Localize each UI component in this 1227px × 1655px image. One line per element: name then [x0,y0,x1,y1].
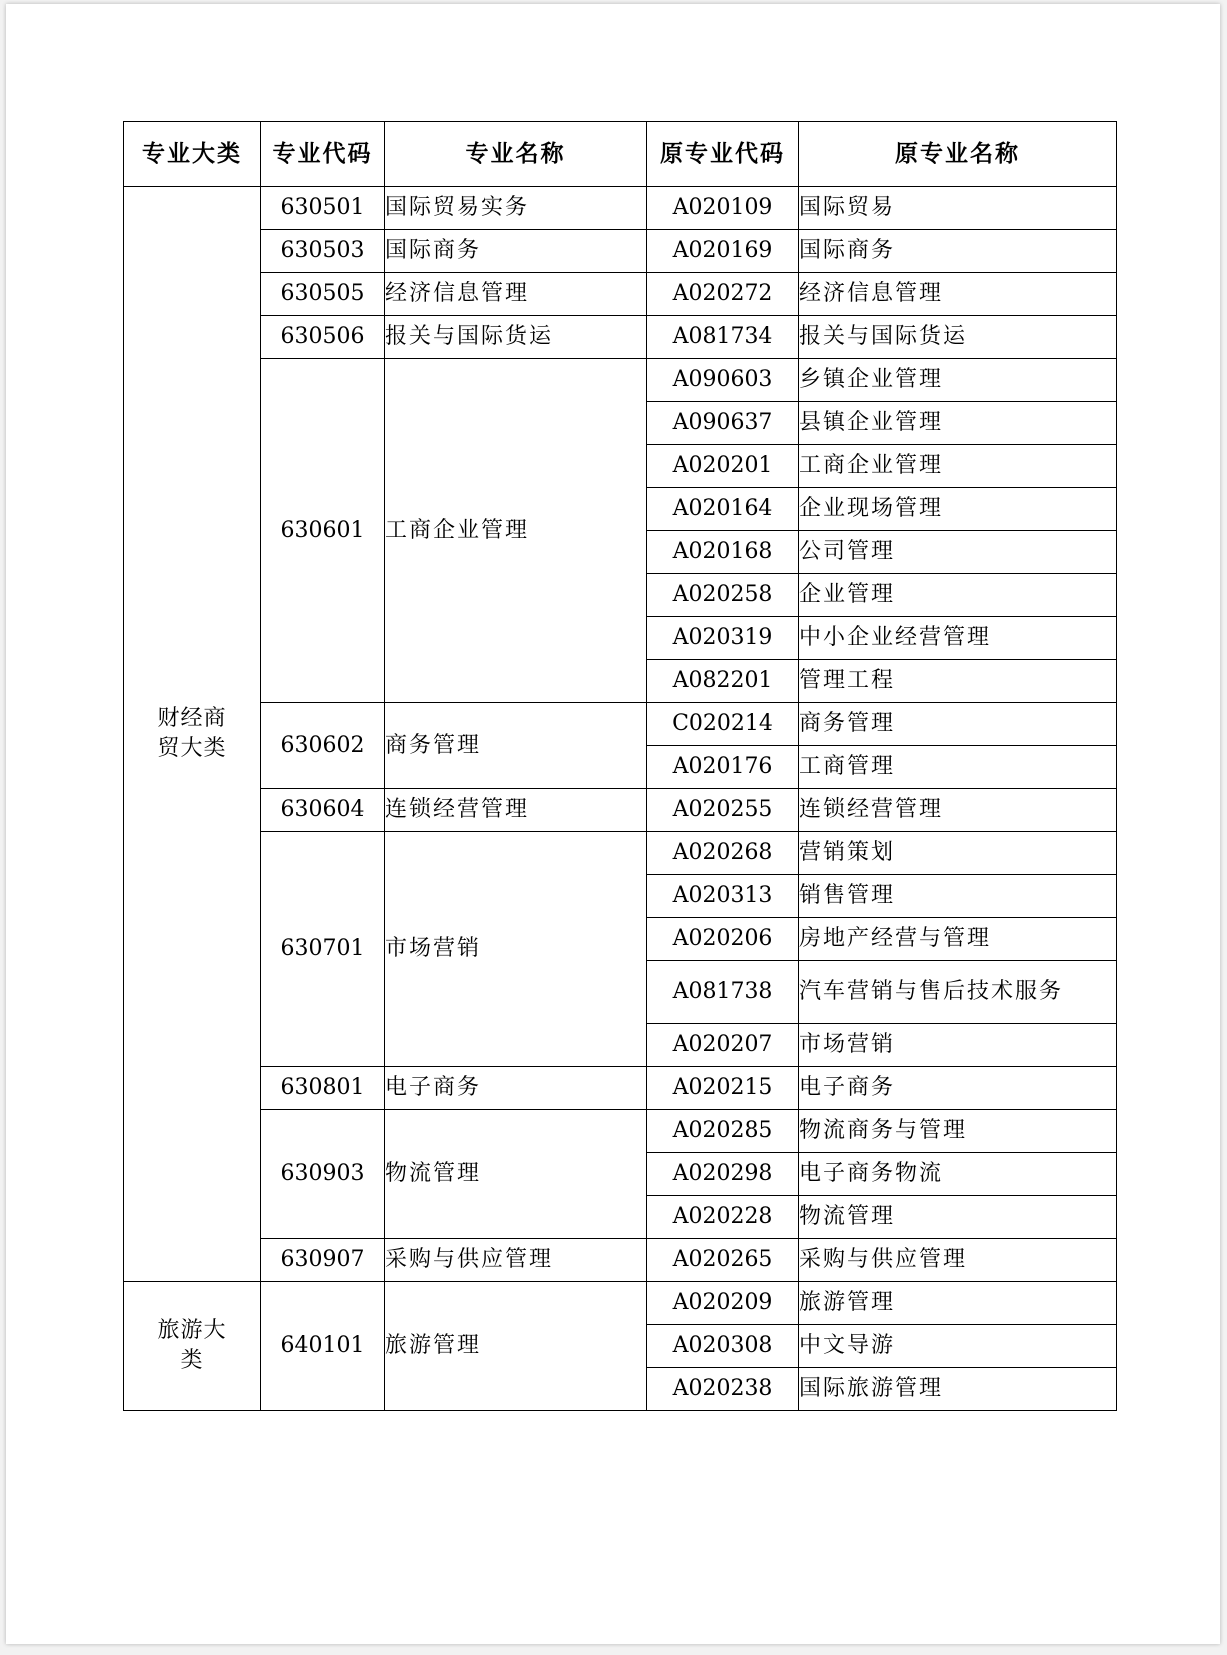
old-name-cell: 经济信息管理 [799,273,1117,316]
old-name-cell: 电子商务 [799,1067,1117,1110]
header-category: 专业大类 [124,122,261,187]
table-row [124,1239,1117,1282]
major-code-cell: 630801 [261,1067,385,1110]
category-cell: 财经商贸大类 [124,187,261,1282]
old-code-cell: A020176 [647,746,799,789]
old-code-cell: A020109 [647,187,799,230]
old-name-cell: 乡镇企业管理 [799,359,1117,402]
old-name-cell: 市场营销 [799,1024,1117,1067]
old-name-cell: 中小企业经营管理 [799,617,1117,660]
table-row [124,273,1117,316]
old-code-cell: A090603 [647,359,799,402]
old-name-cell: 房地产经营与管理 [799,918,1117,961]
major-name-cell: 国际商务 [385,230,647,273]
old-name-cell: 国际旅游管理 [799,1368,1117,1411]
major-code-cell: 630501 [261,187,385,230]
old-name-cell: 中文导游 [799,1325,1117,1368]
category-cell: 旅游大类 [124,1282,261,1411]
old-name-cell: 物流管理 [799,1196,1117,1239]
old-code-cell: A020308 [647,1325,799,1368]
major-code-cell: 630604 [261,789,385,832]
table-row [124,230,1117,273]
old-name-cell: 国际商务 [799,230,1117,273]
major-name-cell: 电子商务 [385,1067,647,1110]
old-code-cell: A020238 [647,1368,799,1411]
old-name-cell: 管理工程 [799,660,1117,703]
major-name-cell: 商务管理 [385,703,647,789]
old-name-cell: 商务管理 [799,703,1117,746]
old-code-cell: A020169 [647,230,799,273]
old-code-cell: A020228 [647,1196,799,1239]
table-row [124,1110,1117,1153]
old-code-cell: A020272 [647,273,799,316]
major-code-cell: 630503 [261,230,385,273]
old-code-cell: A020215 [647,1067,799,1110]
old-code-cell: A081734 [647,316,799,359]
old-code-cell: A090637 [647,402,799,445]
old-name-cell: 汽车营销与售后技术服务 [799,961,1117,1024]
old-code-cell: A020201 [647,445,799,488]
major-code-cell: 630907 [261,1239,385,1282]
major-code-cell: 630601 [261,359,385,703]
major-code-cell: 630602 [261,703,385,789]
header-code: 专业代码 [261,122,385,187]
old-name-cell: 电子商务物流 [799,1153,1117,1196]
old-name-cell: 物流商务与管理 [799,1110,1117,1153]
old-name-cell: 旅游管理 [799,1282,1117,1325]
old-name-cell: 企业管理 [799,574,1117,617]
old-code-cell: A020265 [647,1239,799,1282]
old-name-cell: 连锁经营管理 [799,789,1117,832]
header-old-name: 原专业名称 [799,122,1117,187]
major-code-cell: 630903 [261,1110,385,1239]
major-name-cell: 连锁经营管理 [385,789,647,832]
major-name-cell: 旅游管理 [385,1282,647,1411]
major-mapping-table [123,121,1117,1411]
major-code-cell: 630701 [261,832,385,1067]
old-code-cell: A020168 [647,531,799,574]
major-code-cell: 640101 [261,1282,385,1411]
old-name-cell: 采购与供应管理 [799,1239,1117,1282]
old-name-cell: 工商管理 [799,746,1117,789]
old-code-cell: A020268 [647,832,799,875]
old-code-cell: A020319 [647,617,799,660]
major-name-cell: 采购与供应管理 [385,1239,647,1282]
table-row [124,703,1117,746]
major-code-cell: 630506 [261,316,385,359]
major-code-cell: 630505 [261,273,385,316]
table-header-row [124,122,1117,187]
major-name-cell: 工商企业管理 [385,359,647,703]
old-name-cell: 工商企业管理 [799,445,1117,488]
table-row [124,187,1117,230]
table-row [124,316,1117,359]
old-code-cell: A020255 [647,789,799,832]
old-code-cell: A020207 [647,1024,799,1067]
old-code-cell: A020285 [647,1110,799,1153]
old-name-cell: 国际贸易 [799,187,1117,230]
old-name-cell: 营销策划 [799,832,1117,875]
old-name-cell: 销售管理 [799,875,1117,918]
table-row [124,1282,1117,1325]
major-name-cell: 市场营销 [385,832,647,1067]
old-code-cell: A020206 [647,918,799,961]
old-code-cell: A020164 [647,488,799,531]
old-code-cell: A020313 [647,875,799,918]
table-row [124,789,1117,832]
table-row [124,359,1117,402]
old-code-cell: A020258 [647,574,799,617]
old-name-cell: 公司管理 [799,531,1117,574]
table-row [124,1067,1117,1110]
old-code-cell: A082201 [647,660,799,703]
header-name: 专业名称 [385,122,647,187]
old-code-cell: C020214 [647,703,799,746]
document-page [6,4,1220,1644]
major-name-cell: 报关与国际货运 [385,316,647,359]
old-code-cell: A020209 [647,1282,799,1325]
old-name-cell: 县镇企业管理 [799,402,1117,445]
old-name-cell: 报关与国际货运 [799,316,1117,359]
major-name-cell: 国际贸易实务 [385,187,647,230]
major-name-cell: 经济信息管理 [385,273,647,316]
major-name-cell: 物流管理 [385,1110,647,1239]
old-name-cell: 企业现场管理 [799,488,1117,531]
header-old-code: 原专业代码 [647,122,799,187]
old-code-cell: A020298 [647,1153,799,1196]
old-code-cell: A081738 [647,961,799,1024]
table-row [124,832,1117,875]
